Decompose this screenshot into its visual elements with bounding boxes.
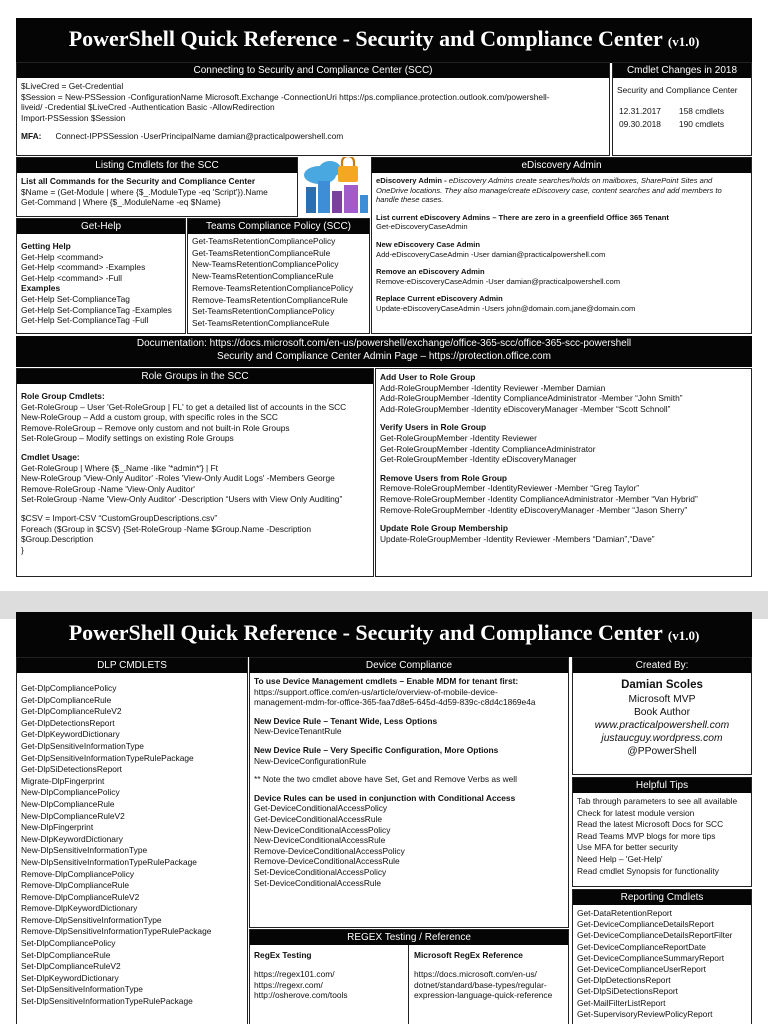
dlp-cmdlet: Set-DlpKeywordDictionary	[21, 972, 119, 983]
rolegroups-line: Remove-RoleGroup – Remove only custom and not built-in Role Groups	[21, 422, 290, 433]
listing-panel	[16, 157, 298, 217]
dlp-header: DLP CMDLETS	[17, 658, 247, 673]
device-cmdlet: New-DeviceConditionalAccessRule	[254, 835, 386, 846]
ediscovery-intro-text: eDiscovery Admins create searches/holds on mailboxes, SharePoint Sites and	[448, 176, 713, 185]
regex-left-title: RegEx Testing	[254, 950, 312, 960]
ediscovery-section-cmd: Remove-eDiscoveryCaseAdmin -User damian@practicalpowershell.com	[376, 276, 621, 286]
rolegroups-line: $Group.Description	[21, 534, 94, 545]
rolegroups-line: Set-RoleGroup – Modify settings on existing Role Groups	[21, 433, 234, 444]
rolegroups-line: Get-RoleGroup – User 'Get-RoleGroup | FL' to get a detailed list of accounts in the SCC	[21, 401, 347, 412]
dlp-cmdlet: Get-DlpKeywordDictionary	[21, 729, 120, 740]
dlp-cmdlet: Remove-DlpKeywordDictionary	[21, 903, 138, 914]
device-cmdlet: Set-DeviceConditionalAccessPolicy	[254, 866, 387, 877]
dlp-cmdlet: Set-DlpCompliancePolicy	[21, 938, 116, 949]
connect-line: $Session = New-PSSession -ConfigurationName Microsoft.Exchange -ConnectionUri https://ps.compliance.protection.outlook.com/powershell-	[21, 91, 550, 102]
rolegroups-line: New-RoleGroup 'View-Only Auditor' -Roles 'View-Only Audit Logs' -Members George	[21, 473, 335, 484]
page-title: PowerShell Quick Reference - Security and Compliance Center (v1.0)	[16, 612, 752, 657]
dlp-cmdlet: New-DlpKeywordDictionary	[21, 833, 123, 844]
device-section-title: New Device Rule – Tenant Wide, Less Options	[254, 715, 438, 726]
ediscovery-intro-text: handle these cases.	[376, 195, 444, 205]
dlp-cmdlet: Get-DlpSensitiveInformationType	[21, 740, 144, 751]
ediscovery-intro-text: OneDrive locations. They also manage/create eDiscovery case, content searches and add members to	[376, 185, 722, 195]
reporting-cmdlet: Get-DataRetentionReport	[577, 908, 672, 918]
reporting-header: Reporting Cmdlets	[573, 890, 751, 905]
author-twitter-link[interactable]: @PPowerShell	[627, 746, 697, 757]
rolegroups-line: }	[21, 544, 24, 555]
reporting-cmdlet: Get-MailFilterListReport	[577, 997, 666, 1008]
dlp-panel	[16, 657, 248, 1024]
tips-header: Helpful Tips	[573, 778, 751, 793]
rolegroups-heading: Role Group Cmdlets:	[21, 391, 105, 401]
rolegroups-heading: Cmdlet Usage:	[21, 451, 80, 462]
dlp-cmdlet: Remove-DlpSensitiveInformationType	[21, 914, 162, 925]
members-section-title: Verify Users in Role Group	[380, 422, 487, 433]
gethelp-line: Get-Help <command> -Full	[21, 272, 123, 283]
dlp-cmdlet: New-DlpComplianceRuleV2	[21, 810, 125, 821]
device-cmdlet: New-DeviceTenantRule	[254, 726, 342, 737]
author-role: Book Author	[633, 707, 691, 718]
created-by-header: Created By:	[573, 658, 751, 673]
teams-cmdlet: New-TeamsRetentionCompliancePolicy	[192, 259, 339, 270]
teams-cmdlet: Set-TeamsRetentionComplianceRule	[192, 317, 330, 328]
table-row: 09.30.2018 190 cmdlets	[619, 118, 725, 129]
teams-panel	[187, 218, 370, 334]
dlp-cmdlet: New-DlpFingerprint	[21, 822, 94, 833]
device-cmdlet: Set-DeviceConditionalAccessRule	[254, 877, 382, 888]
teams-cmdlet: Remove-TeamsRetentionCompliancePolicy	[192, 282, 354, 293]
dlp-cmdlet: Get-DlpSensitiveInformationTypeRulePackage	[21, 752, 194, 763]
device-cmdlet: New-DeviceConfigurationRule	[254, 755, 367, 766]
cmdlet-changes-header: Cmdlet Changes in 2018	[613, 63, 751, 78]
author-title: Microsoft MVP	[628, 694, 696, 705]
tip-item: Read Teams MVP blogs for more tips	[577, 830, 716, 841]
dlp-cmdlet: Remove-DlpSensitiveInformationTypeRulePackage	[21, 926, 212, 937]
connecting-panel	[16, 62, 610, 156]
page-title: PowerShell Quick Reference - Security and Compliance Center (v1.0)	[16, 18, 752, 63]
sheet-page-2	[0, 619, 768, 1024]
dlp-cmdlet: Remove-DlpComplianceRuleV2	[21, 891, 140, 902]
gethelp-line: Get-Help <command> -Examples	[21, 262, 146, 273]
reporting-cmdlet: Get-DeviceComplianceReportDate	[577, 941, 706, 952]
regex-reference-link[interactable]: dotnet/standard/base-types/regular-	[414, 979, 547, 990]
dlp-cmdlet: New-DlpSensitiveInformationTypeRulePackage	[21, 856, 197, 867]
members-line: Remove-RoleGroupMember -IdentityReviewer -Member “Greg Taylor”	[380, 483, 640, 494]
gethelp-header: Get-Help	[17, 219, 185, 234]
rolegroups-panel	[16, 368, 374, 577]
dlp-cmdlet: New-DlpComplianceRule	[21, 798, 115, 809]
listing-line: Get-Command | Where {$_.ModuleName -eq $Name}	[21, 197, 221, 208]
dlp-cmdlet: Get-DlpDetectionsReport	[21, 717, 115, 728]
listing-header: Listing Cmdlets for the SCC	[17, 158, 297, 173]
ediscovery-intro-title: eDiscovery Admin -	[376, 176, 447, 185]
tip-item: Use MFA for better security	[577, 842, 678, 853]
dlp-cmdlet: Get-DlpSiDetectionsReport	[21, 764, 123, 775]
dlp-cmdlet: New-DlpCompliancePolicy	[21, 787, 120, 798]
device-intro-title: To use Device Management cmdlets – Enable MDM for tenant first:	[254, 676, 519, 686]
device-note: ** Note the two cmdlet above have Set, Get and Remove Verbs as well	[254, 774, 518, 785]
regex-link[interactable]: http://osherove.com/tools	[254, 990, 348, 1001]
device-cmdlet: Get-DeviceConditionalAccessPolicy	[254, 803, 388, 814]
ediscovery-panel	[371, 157, 752, 334]
tip-item: Read cmdlet Synopsis for functionality	[577, 865, 719, 876]
device-intro-link[interactable]: https://support.office.com/en-us/article/overview-of-mobile-device-	[254, 686, 498, 697]
ediscovery-section-title: List current eDiscovery Admins – There are zero in a greenfield Office 365 Tenant	[376, 212, 669, 222]
teams-header: Teams Compliance Policy (SCC)	[188, 219, 369, 234]
rolegroups-line: Remove-RoleGroup -Name 'View-Only Auditor'	[21, 483, 195, 494]
dlp-cmdlet: Get-DlpComplianceRuleV2	[21, 706, 122, 717]
connect-line: liveid/ -Credential $LiveCred -Authentication Basic -AllowRedirection	[21, 102, 275, 113]
cloud-lock-buildings-icon	[300, 157, 370, 217]
rolegroups-line: Foreach ($Group in $CSV) {Set-RoleGroup -Name $Group.Name -Description	[21, 523, 311, 534]
gethelp-heading: Examples	[21, 283, 61, 294]
author-website-link[interactable]: www.practicalpowershell.com	[594, 720, 730, 731]
tip-item: Tab through parameters to see all available	[577, 796, 738, 806]
connect-line: Import-PSSession $Session	[21, 112, 126, 123]
cmdlet-changes-panel	[612, 62, 752, 156]
listing-bold-line: List all Commands for the Security and Compliance Center	[21, 176, 256, 186]
regex-link[interactable]: https://regexr.com/	[254, 979, 323, 990]
reporting-cmdlet: Get-DlpSiDetectionsReport	[577, 986, 679, 997]
device-panel	[249, 657, 569, 928]
reporting-cmdlet: Get-DeviceComplianceUserReport	[577, 964, 706, 975]
device-cmdlet: Remove-DeviceConditionalAccessPolicy	[254, 845, 405, 856]
members-line: Update-RoleGroupMember -Identity Reviewer -Members “Damian”,“Dave”	[380, 533, 655, 544]
members-section-title: Update Role Group Membership	[380, 523, 508, 534]
gethelp-heading: Getting Help	[21, 241, 71, 251]
gethelp-line: Get-Help Set-ComplianceTag -Full	[21, 315, 149, 326]
teams-cmdlet: Remove-TeamsRetentionComplianceRule	[192, 294, 348, 305]
reporting-cmdlet: Get-SupervisoryReviewPolicyReport	[577, 1008, 713, 1019]
created-by-panel	[572, 657, 752, 775]
members-section-title: Add User to Role Group	[380, 372, 476, 382]
teams-cmdlet: Set-TeamsRetentionCompliancePolicy	[192, 306, 335, 317]
dlp-cmdlet: Remove-DlpComplianceRule	[21, 880, 129, 891]
members-line: Remove-RoleGroupMember -Identity ComplianceAdministrator -Member “Van Hybrid”	[380, 493, 698, 504]
table-row: 12.31.2017 158 cmdlets	[619, 105, 725, 116]
device-cmdlet: New-DeviceConditionalAccessPolicy	[254, 824, 391, 835]
reporting-panel	[572, 889, 752, 1024]
listing-line: $Name = (Get-Module | where {$_.ModuleType -eq 'Script'}).Name	[21, 186, 268, 197]
reporting-cmdlet: Get-DlpDetectionsReport	[577, 975, 671, 986]
rolegroups-line: $CSV = Import-CSV “CustomGroupDescriptions.csv”	[21, 512, 218, 523]
documentation-bar	[16, 336, 752, 367]
teams-cmdlet: Get-TeamsRetentionCompliancePolicy	[192, 236, 336, 246]
device-section-title: Device Rules can be used in conjunction with Conditional Access	[254, 792, 516, 803]
dlp-cmdlet: Set-DlpComplianceRule	[21, 949, 111, 960]
ediscovery-section-cmd: Add-eDiscoveryCaseAdmin -User damian@practicalpowershell.com	[376, 249, 606, 259]
dlp-cmdlet: Set-DlpSensitiveInformationType	[21, 984, 143, 995]
dlp-cmdlet: Migrate-DlpFingerprint	[21, 775, 105, 786]
gethelp-panel	[16, 218, 186, 334]
tips-panel	[572, 777, 752, 887]
rolegroups-line: Get-RoleGroup | Where {$_.Name -like '*admin*'} | Ft	[21, 462, 218, 473]
teams-cmdlet: New-TeamsRetentionComplianceRule	[192, 271, 334, 282]
dlp-cmdlet: Set-DlpComplianceRuleV2	[21, 961, 121, 972]
scc-illustration	[300, 157, 370, 217]
tip-item: Check for latest module version	[577, 807, 695, 818]
dlp-cmdlet: Get-DlpCompliancePolicy	[21, 683, 117, 693]
device-intro-link[interactable]: management-mdm-for-office-365-faa7d8e5-645d-4d59-839c-c8d4c1869e4a	[254, 697, 536, 708]
ediscovery-section-cmd: Get-eDiscoveryCaseAdmin	[376, 222, 468, 232]
device-cmdlet: Remove-DeviceConditionalAccessRule	[254, 856, 400, 867]
regex-link[interactable]: https://regex101.com/	[254, 968, 335, 979]
regex-panel	[249, 929, 569, 1024]
documentation-link[interactable]: Documentation: https://docs.microsoft.com/en-us/powershell/exchange/office-365-scc/office-365-scc-powershell	[136, 338, 632, 349]
dlp-cmdlet: Get-DlpComplianceRule	[21, 694, 112, 705]
device-section-title: New Device Rule – Very Specific Configuration, More Options	[254, 744, 499, 755]
tip-item: Need Help – 'Get-Help'	[577, 853, 663, 864]
device-cmdlet: Get-DeviceConditionalAccessRule	[254, 813, 383, 824]
device-header: Device Compliance	[250, 658, 568, 673]
author-blog-link[interactable]: justaucguy.wordpress.com	[601, 733, 723, 744]
teams-cmdlet: Get-TeamsRetentionComplianceRule	[192, 247, 331, 258]
members-line: Add-RoleGroupMember -Identity Reviewer -Member Damian	[380, 382, 606, 393]
dlp-cmdlet: New-DlpSensitiveInformationType	[21, 845, 148, 856]
reporting-cmdlet: Get-DeviceComplianceSummaryReport	[577, 952, 725, 963]
admin-page-link[interactable]: Security and Compliance Center Admin Page – https://protection.office.com	[217, 350, 551, 362]
author-name: Damian Scoles	[621, 679, 703, 691]
regex-reference-link[interactable]: https://docs.microsoft.com/en-us/	[414, 968, 537, 979]
dlp-cmdlet: Remove-DlpCompliancePolicy	[21, 868, 135, 879]
regex-reference-link[interactable]: expression-language-quick-reference	[414, 990, 553, 1001]
rolegroup-members-panel	[375, 368, 752, 577]
gethelp-line: Get-Help Set-ComplianceTag	[21, 293, 130, 304]
rolegroups-header: Role Groups in the SCC	[17, 369, 373, 384]
rolegroups-line: New-RoleGroup – Add a custom group, with specific roles in the SCC	[21, 412, 278, 423]
members-line: Add-RoleGroupMember -Identity ComplianceAdministrator -Member “John Smith”	[380, 393, 683, 404]
gethelp-line: Get-Help Set-ComplianceTag -Examples	[21, 304, 172, 315]
connect-line: $LiveCred = Get-Credential	[21, 81, 124, 91]
regex-column-divider	[408, 945, 409, 1024]
mfa-line: MFA: Connect-IPPSSession -UserPrincipalName damian@practicalpowershell.com	[21, 131, 344, 142]
members-line: Add-RoleGroupMember -Identity eDiscoveryManager -Member “Scott Schnoll”	[380, 403, 671, 414]
reporting-cmdlet: Get-DeviceComplianceDetailsReportFilter	[577, 930, 733, 941]
ediscovery-section-title: Replace Current eDiscovery Admin	[376, 294, 503, 304]
cmdlet-changes-subtitle: Security and Compliance Center	[617, 85, 738, 95]
members-line: Get-RoleGroupMember -Identity Reviewer	[380, 432, 537, 443]
rolegroups-line: Set-RoleGroup -Name 'View-Only Auditor' -Description “Users with View Only Auditing”	[21, 494, 343, 505]
members-line: Get-RoleGroupMember -Identity eDiscoveryManager	[380, 454, 577, 465]
cmdlet-changes-table	[617, 104, 742, 132]
tip-item: Read the latest Microsoft Docs for SCC	[577, 819, 724, 830]
regex-right-title: Microsoft RegEx Reference	[414, 950, 523, 960]
members-line: Get-RoleGroupMember -Identity ComplianceAdministrator	[380, 443, 596, 454]
reporting-cmdlet: Get-DeviceComplianceDetailsReport	[577, 919, 714, 930]
ediscovery-section-cmd: Update-eDiscoveryCaseAdmin -Users john@domain.com,jane@domain.com	[376, 303, 636, 313]
regex-header: REGEX Testing / Reference	[250, 930, 568, 945]
ediscovery-section-title: Remove an eDiscovery Admin	[376, 267, 485, 277]
ediscovery-section-title: New eDiscovery Case Admin	[376, 239, 480, 249]
gethelp-line: Get-Help <command>	[21, 251, 104, 262]
members-line: Remove-RoleGroupMember -Identity eDiscoveryManager -Member “Jason Sherry”	[380, 504, 688, 515]
connecting-header: Connecting to Security and Compliance Center (SCC)	[17, 63, 609, 78]
ediscovery-header: eDiscovery Admin	[372, 158, 751, 173]
members-section-title: Remove Users from Role Group	[380, 472, 508, 483]
dlp-cmdlet: Set-DlpSensitiveInformationTypeRulePackage	[21, 996, 193, 1007]
